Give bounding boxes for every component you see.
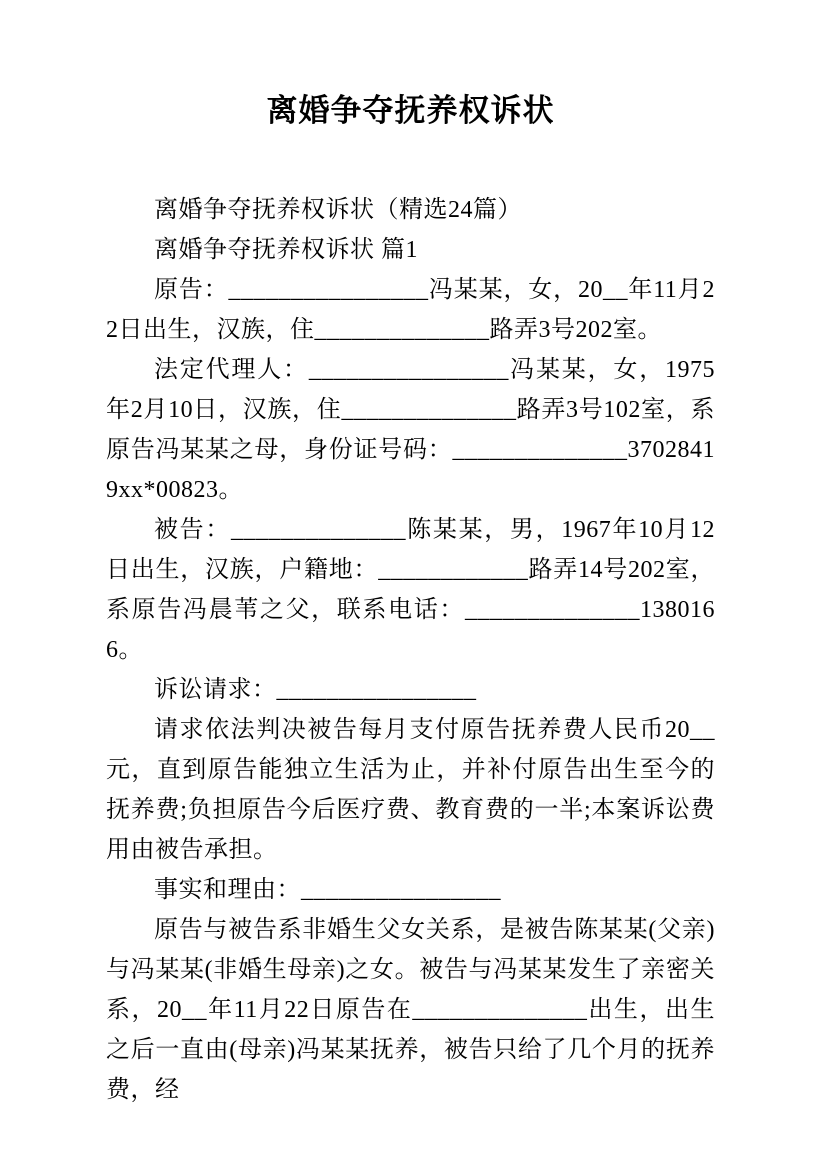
paragraph-defendant: 被告：______________陈某某，男，1967年10月12日出生，汉族，户籍地：____________路弄14号202室，系原告冯晨苇之父，联系电话：______________1380166。 bbox=[106, 517, 715, 663]
paragraph-part-heading: 离婚争夺抚养权诉状 篇1 bbox=[154, 237, 418, 263]
paragraph-collection-heading: 离婚争夺抚养权诉状（精选24篇） bbox=[154, 197, 522, 223]
paragraph-legal-representative: 法定代理人：________________冯某某，女，1975年2月10日，汉族，住______________路弄3号102室，系原告冯某某之母，身份证号码：______________37028419xx*00823。 bbox=[106, 357, 715, 503]
paragraph-plaintiff: 原告：________________冯某某，女，20__年11月22日出生，汉族，住______________路弄3号202室。 bbox=[106, 277, 715, 343]
paragraph-claims-label: 诉讼请求：________________ bbox=[154, 677, 477, 703]
document-title: 离婚争夺抚养权诉状 bbox=[266, 93, 555, 128]
paragraph-claims-body: 请求依法判决被告每月支付原告抚养费人民币20__元，直到原告能独立生活为止，并补付原告出生至今的抚养费;负担原告今后医疗费、教育费的一半;本案诉讼费用由被告承担。 bbox=[106, 717, 715, 863]
paragraph-facts-body: 原告与被告系非婚生父女关系，是被告陈某某(父亲)与冯某某(非婚生母亲)之女。被告与冯某某发生了亲密关系，20__年11月22日原告在______________出生，出生之后一直由(母亲)冯某某抚养，被告只给了几个月的抚养费，经 bbox=[106, 917, 715, 1103]
paragraph-facts-label: 事实和理由：________________ bbox=[154, 877, 501, 903]
